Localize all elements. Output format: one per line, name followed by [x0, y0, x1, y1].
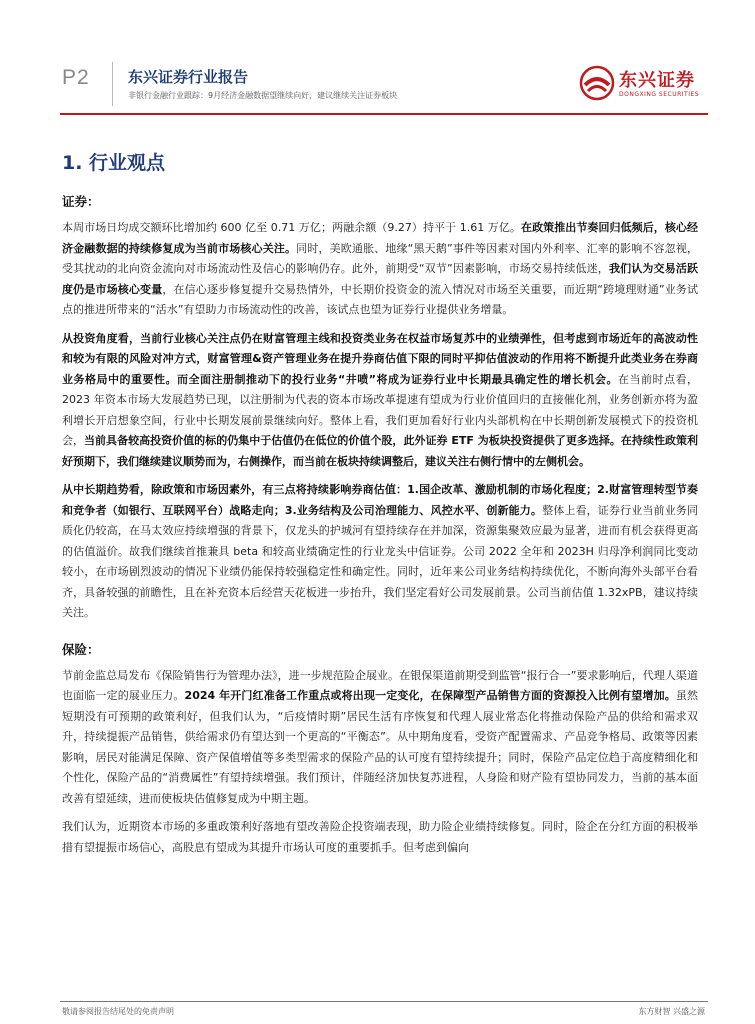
main-content: [62, 188, 698, 866]
securities-label: 证券：: [62, 194, 100, 209]
body-text: 节前金监总局发布《保险销售行为管理办法》，进一步规范险企展业。在银保渠道前期受到监管“报行合一”要求影响后，代理人渠道也面临一定的展业压力。: [62, 668, 698, 702]
emphasis-text: 从投资角度看，当前行业核心关注点仍在财富管理主线和投资类业务在权益市场复苏中的业绩弹性，但考虑到市场近年的高波动性和较为有限的风险对冲方式，财富管理&资产管理业务在提升券商估值下限的同时平抑估值波动的作用将不断提升此类业务在券商业务格局中的重要性。而全面注册制推动下的投行业务“井喷”将成为证券行业中长期最具确定性的增长机会。: [62, 331, 698, 386]
header-rule: [60, 113, 708, 115]
logo-mark-icon: [578, 64, 616, 102]
securities-paragraph-1: [62, 218, 698, 321]
body-text: 虽然短期没有可预期的政策利好，但我们认为，“后疫情时期”居民生活有序恢复和代理人展业常态化将推动保险产品的供给和需求双升，持续提振产品销售，供给需求仍有望达到一个更高的“平衡态”。从中期角度看，受资产配置需求、产品竞争格局、政策等因素影响，居民对能满足保障、资产保值增值等多类型需求的保险产品的认可度有望持续提升；同时，保险产品定位趋于高度精细化和个性化，保险产品的“消费属性”有望持续增强。我们预计，伴随经济加快复苏进程，人身险和财产险有望协同发力，当前的基本面改善有望延续，进而使板块估值修复成为中期主题。: [62, 689, 698, 805]
body-text: 同时，美欧通胀、地缘“黑天鹅”事件等因素对国内外利率、汇率的影响不容忽视，受其扰动的北向资金流向对市场流动性及信心的影响仍存。此外，前期受“双节”因素影响，市场交易持续低迷，: [62, 241, 698, 275]
securities-paragraph-2: [62, 329, 698, 473]
securities-paragraph-3: [62, 480, 698, 624]
emphasis-text: 当前具备较高投资价值的标的仍集中于估值仍在低位的价值个股，此外证券 ETF 为板块投资提供了更多选择。在持续性政策利好预期下，我们继续建议顺势而为，右侧操作，而当前在板块持续调整后，建议关注右侧行情中的左侧机会。: [62, 434, 699, 468]
emphasis-text: 在政策推出节奏回归低频后，核心经济金融数据的持续修复成为当前市场核心关注。: [62, 221, 699, 255]
emphasis-text: 从中长期趋势看，除政策和市场因素外，有三点将持续影响券商估值：1.国企改革、激励机制的市场化程度；2.财富管理转型节奏和竞争者（如银行、互联网平台）战略走向；3.业务结构及公司治理能力、风控水平、创新能力。: [62, 483, 698, 517]
body-text: 整体上看，证券行业当前业务同质化仍较高，在马太效应持续增强的背景下，仅龙头的护城河有望持续存在并加深，资源集聚效应最为显著，进而有机会获得更高的估值溢价。故我们继续首推兼具 beta 和较高业绩确定性的行业龙头中信证券。公司 2022 全年和 2023H 归母净利润同比变动较小，在市场剧烈波动的情况下业绩仍能保持较强稳定性和确定性。同时，近年来公司业务结构持续优化，不断向海外头部平台看齐，具备较强的前瞻性，且在补充资本后经营天花板进一步抬升，我们坚定看好公司发展前景。公司当前估值 1.32xPB，建议持续关注。: [62, 503, 698, 619]
body-text: 我们认为，近期资本市场的多重政策利好落地有望改善险企投资端表现，助力险企业绩持续修复。同时，险企在分红方面的积极举措有望提振市场信心，高股息有望成为其提升市场认可度的重要抓手。但考虑到偏向: [62, 820, 698, 854]
company-logo: [578, 64, 706, 104]
emphasis-text: 我们认为交易活跃度仍是市场核心变量: [62, 262, 698, 296]
page-header: [0, 0, 755, 110]
footer-slogan: 东方财智 兴盛之源: [638, 1007, 705, 1016]
report-subtitle: 非银行金融行业跟踪：9月经济金融数据望继续向好，建议继续关注证券板块: [128, 91, 398, 100]
report-title: 东兴证券行业报告: [128, 68, 249, 86]
body-text: 在当前时点看，2023 年资本市场大发展趋势已现，以注册制为代表的资本市场改革提速有望成为行业价值回归的直接催化剂，业务创新亦将为盈利增长开启想象空间，行业中长期发展前景继续向好。整体上看，我们更加看好行业内头部机构在中长期创新发展模式下的投资机会，: [62, 372, 698, 447]
insurance-label: 保险：: [62, 641, 100, 657]
emphasis-text: 2024 年开门红准备工作重点或将出现一定变化，在保障型产品销售方面的资源投入比例有望增加。: [184, 689, 676, 702]
footer-disclaimer: 敬请参阅报告结尾处的免责声明: [62, 1007, 174, 1016]
header-divider: [112, 62, 113, 106]
insurance-paragraph-2: [62, 817, 698, 858]
body-text: 本周市场日均成交额环比增加约 600 亿至 0.71 万亿；两融余额（9.27）持平于 1.61 万亿。: [62, 221, 521, 234]
footer-rule: [60, 1001, 708, 1002]
body-text: ，在信心逐步修复提升交易热情外，中长期价投资金的流入情况对市场至关重要，而近期“跨境理财通”业务试点的推进所带来的“活水”有望助力市场流动性的改善，该试点也望为证券行业提供业务增量。: [62, 282, 698, 316]
logo-text-en: DONGXING SECURITIES: [619, 91, 700, 98]
section-heading: 1. 行业观点: [62, 152, 166, 174]
page-number: P2: [62, 66, 90, 89]
logo-text-cn: 东兴证券: [619, 70, 695, 91]
insurance-paragraph-1: [62, 666, 698, 810]
